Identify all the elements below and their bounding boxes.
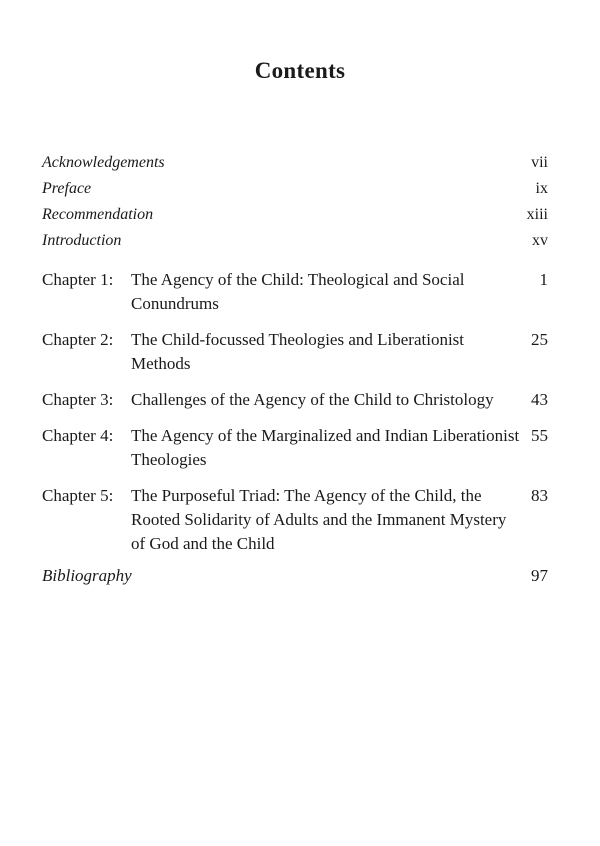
toc-entry-chapter-5 (42, 484, 548, 556)
toc-entry-label: Introduction (42, 232, 122, 249)
chapter-page: 43 (531, 390, 548, 409)
chapter-title: The Child-focussed Theologies and Liberationist Methods (131, 330, 465, 373)
toc-entry-recommendation (42, 202, 548, 228)
chapter-page: 55 (531, 426, 548, 445)
toc-entry-chapter-3 (42, 388, 548, 412)
toc-entry-label: Recommendation (42, 206, 154, 223)
chapter-title: The Agency of the Child: Theological and Social Conundrums (131, 270, 465, 313)
chapter-number: Chapter 4: (42, 426, 114, 445)
toc-entry-acknowledgements (42, 150, 548, 176)
toc-entry-page: ix (535, 180, 548, 197)
chapter-page: 25 (531, 330, 548, 349)
toc-entry-page: 97 (531, 566, 548, 585)
toc-entry-chapter-4 (42, 424, 548, 472)
chapter-number: Chapter 2: (42, 330, 114, 349)
chapter-number: Chapter 5: (42, 486, 114, 505)
toc-entry-chapter-1 (42, 268, 548, 316)
toc-entry-page: vii (531, 154, 548, 171)
toc-entry-label: Acknowledgements (42, 154, 165, 171)
toc-entry-label: Bibliography (42, 566, 132, 585)
toc-entry-page: xiii (526, 206, 548, 223)
chapter-page: 1 (539, 270, 548, 289)
chapter-page: 83 (531, 486, 548, 505)
chapter-title: Challenges of the Agency of the Child to Christology (131, 390, 494, 409)
toc-entry-bibliography (42, 564, 548, 588)
front-matter-list (42, 150, 548, 254)
chapter-list (42, 268, 548, 568)
toc-entry-chapter-2 (42, 328, 548, 376)
toc-entry-page: xv (532, 232, 548, 249)
toc-entry-label: Preface (42, 180, 92, 197)
chapter-number: Chapter 3: (42, 390, 114, 409)
chapter-title: The Purposeful Triad: The Agency of the Child, the Rooted Solidarity of Adults and the Immanent Mystery of God and the Child (131, 486, 507, 553)
chapter-number: Chapter 1: (42, 270, 114, 289)
chapter-title: The Agency of the Marginalized and Indian Liberationist Theologies (131, 426, 520, 469)
page-title: Contents (254, 58, 346, 83)
toc-entry-preface (42, 176, 548, 202)
toc-entry-introduction (42, 228, 548, 254)
